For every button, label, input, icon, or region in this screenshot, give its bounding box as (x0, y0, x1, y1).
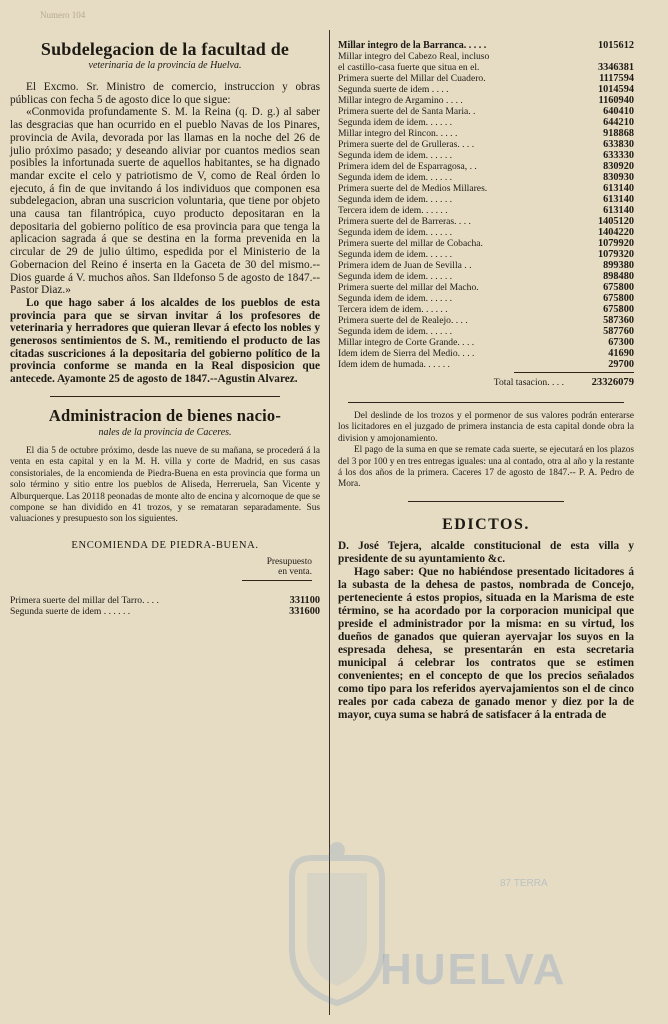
section-title-administracion: Administracion de bienes nacio- (48, 405, 282, 425)
list-item: Primera suerte del millar del Tarro. . . . 331100 (10, 594, 320, 606)
list-item: Primera suerte del de Grulleras. . . . 633830 (338, 139, 634, 150)
list-item: el castillo-casa fuerte que situa en el. 3346381 (338, 62, 634, 73)
list-item: Segunda suerte de idem . . . . 1014594 (338, 84, 634, 95)
presupuesto-rule (242, 580, 312, 581)
watermark-tag: 87 TERRA (500, 878, 548, 889)
list-item: Primera suerte del de Barreras. . . . 1405120 (338, 216, 634, 227)
section-title-subdelegacion: Subdelegacion de la facultad de (40, 39, 290, 59)
list-item: Primera suerte del de Santa Maria. . 640410 (338, 106, 634, 117)
list-item: Tercera idem de idem. . . . . . 613140 (338, 205, 634, 216)
list-item: Primera suerte del de Realejo. . . . 587360 (338, 315, 634, 326)
divider (348, 402, 624, 403)
presupuesto-label-1: Presupuesto (266, 556, 312, 567)
header-ghost: Numero 104 (40, 10, 86, 20)
list-item: Primera suerte del millar del Macho. 675800 (338, 282, 634, 293)
paragraph-sale-notice: El dia 5 de octubre próximo, desde las nueve de su mañana, se procederá á la venta en esta capital y en la M. H. villa y corte de Madrid, en sus casas consistoriales, de la encomienda de Piedra-Buena en esta provincia que forma un solo término y sitio entre los pueblos de Aliseda, Herreruela, San Vicente y Alburquerque. Las 20118 peonadas de monte alto de encina y alcornoque de que se compone se han dividido en 41 trozos, y se remataran separadamente. Sus valuaciones y presupuesto son los siguientes. (10, 445, 320, 525)
list-item: Idem idem de Sierra del Medio. . . . 41690 (338, 348, 634, 359)
presupuesto-label-2: en venta. (278, 567, 312, 578)
list-item: Segunda idem de idem. . . . . . 675800 (338, 293, 634, 304)
total-row (338, 377, 634, 388)
list-item: Primera idem del de Esparragosa, . . 830920 (338, 161, 634, 172)
list-item: Segunda idem de idem. . . . . . 830930 (338, 172, 634, 183)
list-item: Segunda idem de idem. . . . . . 644210 (338, 117, 634, 128)
list-item: Primera suerte del millar de Cobacha. 1079920 (338, 238, 634, 249)
left-lot-list (10, 595, 320, 617)
list-item: Primera suerte del de Medios Millares. 613140 (338, 183, 634, 194)
list-item: Segunda idem de idem. . . . . . 898480 (338, 271, 634, 282)
total-rule (514, 372, 634, 373)
list-item: Millar integro del Cabezo Real, incluso (338, 51, 490, 62)
list-item: Millar integro del Rincon. . . . . 918868 (338, 128, 634, 139)
list-item: Primera idem de Juan de Sevilla . . 899380 (338, 260, 634, 271)
list-item: Millar integro de la Barranca. . . . . 1015612 (338, 40, 634, 51)
left-column (10, 40, 320, 617)
right-column (338, 40, 634, 722)
watermark-brand: HUELVA (380, 945, 567, 994)
list-item: Millar integro de Argamino . . . . 1160940 (338, 95, 634, 106)
edictos-heading: EDICTOS. (442, 515, 530, 533)
paragraph-deslinde: Del deslinde de los trozos y el pormenor de sus valores podrán enterarse los licitadores en el juzgado de primera instancia de esta capital donde obra la division y amojonamiento. (338, 411, 634, 444)
total-value: 23326079 (591, 377, 634, 388)
section-subtitle-administracion: nales de la provincia de Caceres. (98, 426, 232, 438)
list-item: Segunda idem de idem. . . . . . 613140 (338, 194, 634, 205)
divider (408, 501, 564, 502)
paragraph-alcalde: D. José Tejera, alcalde constitucional de esta villa y presidente de su ayuntamiento &c. (338, 539, 634, 565)
paragraph-hago-saber: Hago saber: Que no habiéndose presentado licitadores á la subasta de la dehesa de pastos, nombrada de Concejo, perteneciente á estos propios, situada en la Marisma de este término, se ha acordado por la corporacion municipal que preside el administrador por la misma: en su virtud, los dueños de ganados que quieran ayervajar los suyos en la espresada dehesa, se presentarán en esta secretaria municipal á celebrar los contratos que se estimen convenientes; en el concepto de que los precios señalados como tipo para los referidos ayervajamientos son el de cinco reales por cada cabeza de ganado menor y diez por la de mayor, cuya suma se habrá de satisfacer á la entrada de (338, 565, 634, 721)
list-item: Segunda suerte de idem . . . . . . 331600 (10, 605, 320, 617)
list-item: Segunda idem de idem. . . . . . 1404220 (338, 227, 634, 238)
paragraph-notice: Lo que hago saber á los alcaldes de los pueblos de esta provincia para que se sirvan invitar á los profesores de veterinaria y herradores que quieran llevar á efecto los nobles y generosos sentimientos de S. M., remitiendo el producto de las citadas suscriciones á la depositaria del gobierno político de la provincia conforme se manda en la Real disposicion que antecede. Ayamonte 25 de agosto de 1847.--Agustin Alvarez. (10, 296, 320, 386)
paragraph-pago: El pago de la suma en que se remate cada suerte, se ejecutará en los plazos del 3 por 100 y en tres entregas iguales: una al contado, otra al año y la restante á los dos años de la primera. Caceres 17 de agosto de 1847.-- P. A. Pedro de Mora. (338, 445, 634, 490)
list-item: Primera suerte del Millar del Cuadero. 1117594 (338, 73, 634, 84)
paragraph-royal-order: «Conmovida profundamente S. M. la Reina (q. D. g.) al saber las desgracias que han ocurrido en el pueblo Navas de los Pinares, provincia de Avila, devorada por las llamas en la noche del 26 de julio próximo pasado; y deseando aliviar por cuantos medios sean posibles la infortunada suerte de aquellos habitantes, se ha dignado mandar excite el celo y patriotismo de V, como de Real órden lo ejecuto, á fin de que invitando á los individuos que componen esa subdelegacion, abran una suscricion voluntaria, que tiene por objeto una causa tan filantrópica, cuyo producto depositaran en la depositaria del gobierno político de esa provincia para que tenga la aplicacion sagrada á que se destina en la forma prevenida en la circular de 29 de julio último, espedida por el Ministerio de la Gobernacion del Reino é inserta en la Gaceta de 30 del mismo.--Dios guarde á V. muchos años. San Ildefonso 5 de agosto de 1847.--Pastor Diaz.» (10, 106, 320, 297)
divider (50, 396, 280, 397)
list-item: Segunda idem de idem. . . . . . 587760 (338, 326, 634, 337)
total-label: Total tasacion. . . . (493, 377, 564, 388)
list-item: Segunda idem de idem. . . . . . 1079320 (338, 249, 634, 260)
list-item: Segunda idem de idem. . . . . . 633330 (338, 150, 634, 161)
encomienda-heading: ENCOMIENDA DE PIEDRA-BUENA. (71, 539, 259, 551)
list-item: Millar integro de Corte Grande. . . . 67300 (338, 337, 634, 348)
list-item: Tercera idem de idem. . . . . . 675800 (338, 304, 634, 315)
section-subtitle-subdelegacion: veterinaria de la provincia de Huelva. (88, 60, 242, 71)
right-lot-list (338, 40, 634, 370)
paragraph-intro: El Excmo. Sr. Ministro de comercio, instruccion y obras públicas con fecha 5 de agosto dice lo que sigue: (10, 81, 320, 106)
list-item: Idem idem de humada. . . . . . 29700 (338, 359, 634, 370)
